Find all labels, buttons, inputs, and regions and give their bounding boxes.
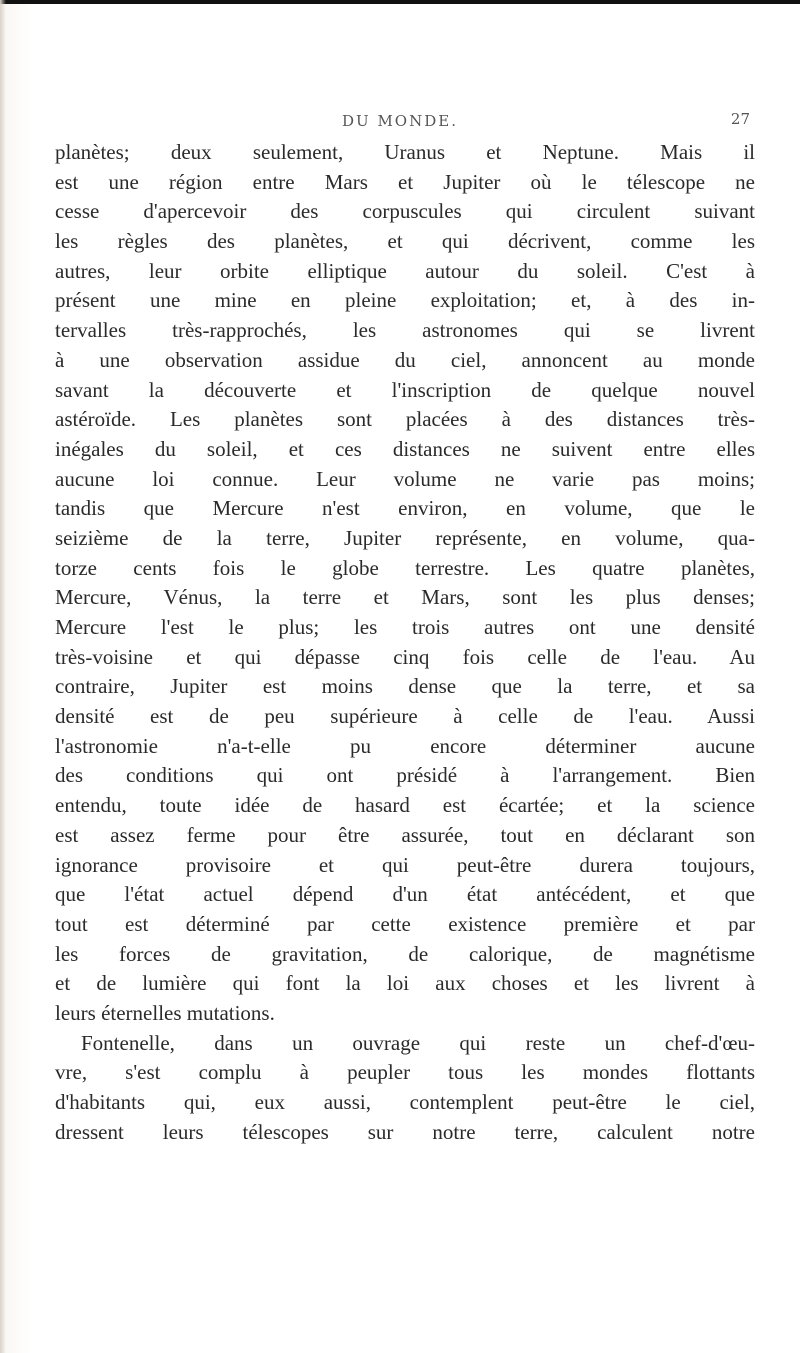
- text-line-14: seizième de la terre, Jupiter représente, en volume, qua-: [55, 525, 755, 550]
- text-line-1: planètes; deux seulement, Uranus et Neptune. Mais il: [55, 140, 755, 164]
- text-line-34: dressent leurs télescopes sur notre terre, calculent notre: [55, 1119, 755, 1144]
- text-line-30: leurs éternelles mutations.: [55, 1000, 275, 1025]
- text-line-13: tandis que Mercure n'est environ, en volume, que le: [55, 496, 755, 521]
- text-line-21: l'astronomie n'a-t-elle pu encore déterminer aucune: [55, 733, 755, 758]
- text-line-31: Fontenelle, dans un ouvrage qui reste un chef-d'œu-: [81, 1030, 755, 1055]
- body-text: [55, 138, 755, 1147]
- page-gutter-shadow: [0, 0, 6, 1353]
- text-line-7: tervalles très-rapprochés, les astronomes qui se livrent: [55, 318, 755, 343]
- text-line-26: que l'état actuel dépend d'un état antécédent, et que: [55, 882, 755, 907]
- text-line-24: est assez ferme pour être assurée, tout en déclarant son: [55, 822, 755, 847]
- running-title: DU MONDE.: [342, 112, 458, 130]
- page-number: 27: [730, 110, 750, 128]
- text-line-23: entendu, toute idée de hasard est écartée; et la science: [55, 793, 755, 818]
- text-line-16: Mercure, Vénus, la terre et Mars, sont les plus denses;: [55, 585, 755, 610]
- text-line-18: très-voisine et qui dépasse cinq fois celle de l'eau. Au: [55, 644, 755, 669]
- text-line-4: les règles des planètes, et qui décrivent, comme les: [55, 229, 755, 254]
- text-line-19: contraire, Jupiter est moins dense que la terre, et sa: [55, 674, 755, 699]
- text-line-17: Mercure l'est le plus; les trois autres ont une densité: [55, 615, 755, 639]
- text-line-3: cesse d'apercevoir des corpuscules qui circulent suivant: [55, 199, 755, 224]
- text-line-29: et de lumière qui font la loi aux choses et les livrent à: [55, 971, 755, 996]
- text-line-12: aucune loi connue. Leur volume ne varie pas moins;: [55, 466, 755, 491]
- text-line-10: astéroïde. Les planètes sont placées à des distances très-: [55, 407, 755, 432]
- text-line-15: torze cents fois le globe terrestre. Les quatre planètes,: [55, 555, 755, 580]
- text-line-33: d'habitants qui, eux aussi, contemplent peut-être le ciel,: [55, 1090, 755, 1114]
- text-line-8: à une observation assidue du ciel, annoncent au monde: [55, 347, 755, 372]
- text-line-25: ignorance provisoire et qui peut-être durera toujours,: [55, 852, 755, 877]
- page-top-edge: [0, 0, 800, 4]
- text-line-22: des conditions qui ont présidé à l'arrangement. Bien: [55, 763, 755, 788]
- text-line-32: vre, s'est complu à peupler tous les mondes flottants: [55, 1060, 755, 1085]
- text-line-6: présent une mine en pleine exploitation; et, à des in-: [55, 288, 755, 313]
- running-header: [0, 112, 800, 134]
- text-line-11: inégales du soleil, et ces distances ne suivent entre elles: [55, 436, 755, 461]
- text-line-9: savant la découverte et l'inscription de quelque nouvel: [55, 377, 755, 402]
- text-line-20: densité est de peu supérieure à celle de l'eau. Aussi: [55, 704, 755, 729]
- text-line-5: autres, leur orbite elliptique autour du soleil. C'est à: [55, 258, 755, 283]
- text-line-2: est une région entre Mars et Jupiter où le télescope ne: [55, 169, 755, 194]
- text-line-27: tout est déterminé par cette existence première et par: [55, 911, 755, 936]
- text-line-28: les forces de gravitation, de calorique, de magnétisme: [55, 941, 755, 966]
